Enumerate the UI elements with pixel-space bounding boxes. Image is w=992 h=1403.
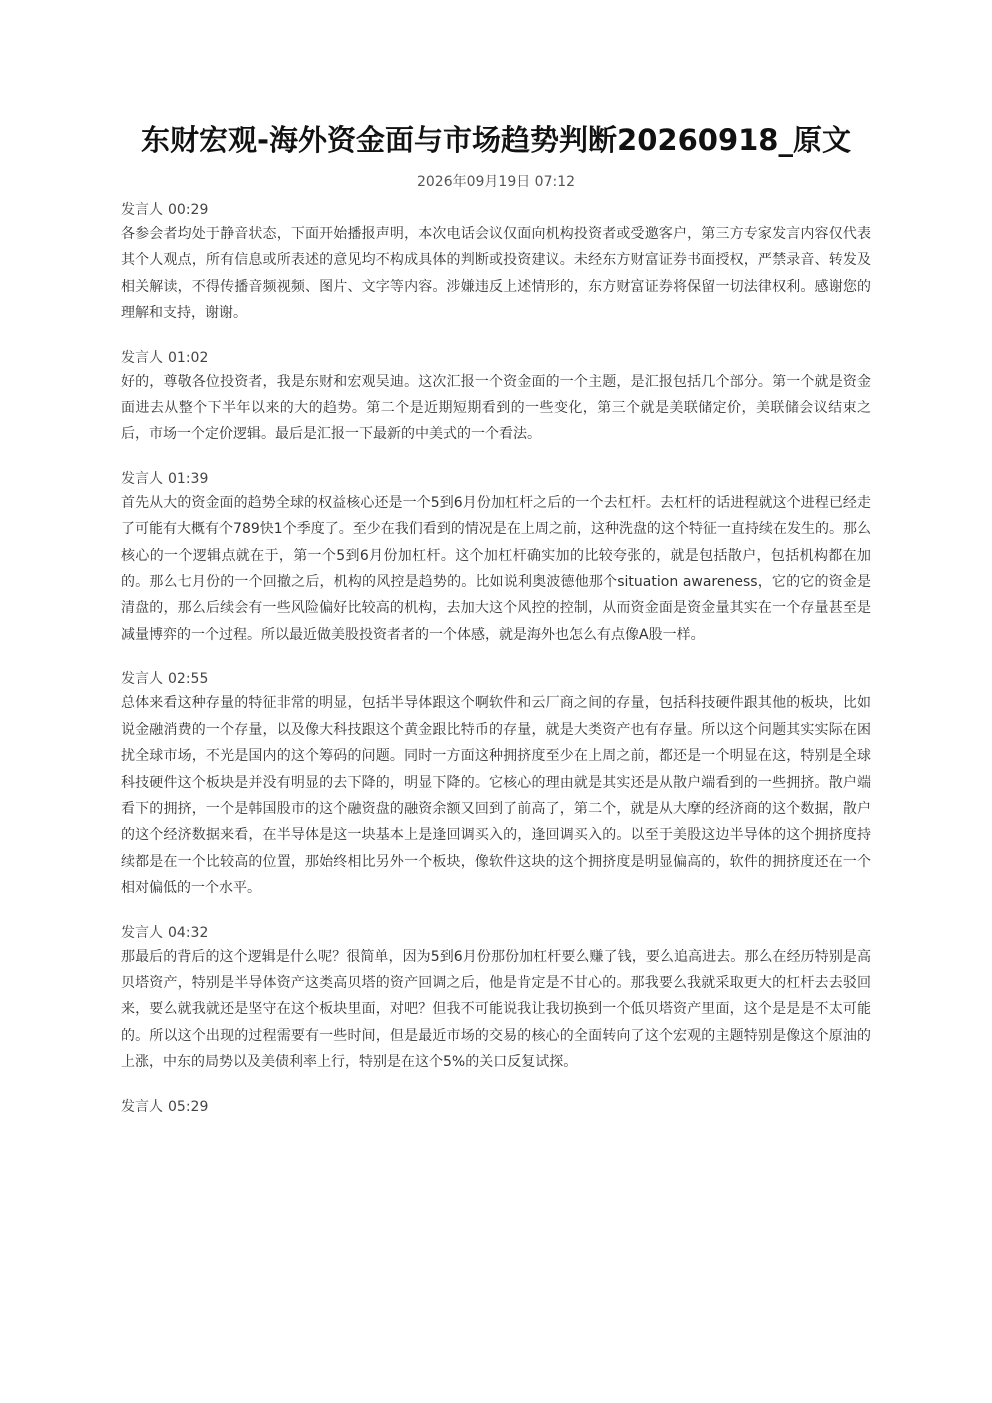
transcript-segment — [121, 468, 871, 648]
speaker-name: 发言人 — [121, 1098, 163, 1115]
timestamp: 05:29 — [168, 1098, 209, 1115]
timestamp: 01:39 — [168, 470, 209, 487]
document-date: 2026年09月19日 07:12 — [416, 174, 576, 190]
timestamp: 04:32 — [168, 924, 209, 941]
speaker-name: 发言人 — [121, 349, 163, 366]
segment-text: 好的，尊敬各位投资者，我是东财和宏观吴迪。这次汇报一个资金面的一个主题，是汇报包括几个部分。第一个就是资金面进去从整个下半年以来的大的趋势。第二个是近期短期看到的一些变化，第三个就是美联储定价，美联储会议结束之后，市场一个定价逻辑。最后是汇报一下最新的中美式的一个看法。 — [121, 373, 871, 443]
document-title: 东财宏观-海外资金面与市场趋势判断20260918_原文 — [141, 123, 851, 157]
segment-text: 首先从大的资金面的趋势全球的权益核心还是一个5到6月份加杠杆之后的一个去杠杆。去杠杆的话进程就这个进程已经走了可能有大概有个789快1个季度了。至少在我们看到的情况是在上周之前，这种洗盘的这个特征一直持续在发生的。那么核心的一个逻辑点就在于，第一个5到6月份加杠杆。这个加杠杆确实加的比较夸张的，就是包括散户，包括机构都在加的。那么七月份的一个回撤之后，机构的风控是趋势的。比如说利奥波德他那个situation awareness，它的它的资金是清盘的，那么后续会有一些风险偏好比较高的机构，去加大这个风控的控制，从而资金面是资金量其实在一个存量甚至是减量博弈的一个过程。所以最近做美股投资者者的一个体感，就是海外也怎么有点像A股一样。 — [121, 494, 871, 643]
transcript-segment — [121, 922, 871, 1076]
transcript-segment — [121, 347, 871, 448]
speaker-name: 发言人 — [121, 671, 163, 688]
speaker-line — [121, 199, 871, 221]
speaker-line — [121, 1096, 871, 1118]
speaker-name: 发言人 — [121, 202, 163, 218]
speaker-line — [121, 347, 871, 369]
segment-text: 总体来看这种存量的特征非常的明显，包括半导体跟这个啊软件和云厂商之间的存量，包括科技硬件跟其他的板块，比如说金融消费的一个存量，以及像大科技跟这个黄金跟比特币的存量，就是大类资产也有存量。所以这个问题其实实际在困扰全球市场，不光是国内的这个筹码的问题。同时一方面这种拥挤度至少在上周之前，都还是一个明显在这，特别是全球科技硬件这个板块是并没有明显的去下降的，明显下降的。它核心的理由就是其实还是从散户端看到的一些拥挤。散户端看下的拥挤，一个是韩国股市的这个融资盘的融资余额又回到了前高了，第二个，就是从大摩的经济商的这个数据，散户的这个经济数据来看，在半导体是这一块基本上是逢回调买入的，逢回调买入的。以至于美股这边半导体的这个拥挤度持续都是在一个比较高的位置，那始终相比另外一个板块，像软件这块的这个拥挤度是明显偏高的，软件的拥挤度还在一个相对偏低的一个水平。 — [121, 695, 871, 897]
segment-text: 各参会者均处于静音状态，下面开始播报声明，本次电话会议仅面向机构投资者或受邀客户，第三方专家发言内容仅代表其个人观点，所有信息或所表述的意见均不构成具体的判断或投资建议。未经东方财富证券书面授权，严禁录音、转发及相关解读，不得传播音频视频、图片、文字等内容。涉嫌违反上述情形的，东方财富证券将保留一切法律权利。感谢您的理解和支持，谢谢。 — [121, 226, 871, 322]
speaker-name: 发言人 — [121, 470, 163, 487]
transcript-segment — [121, 1096, 871, 1118]
timestamp: 01:02 — [168, 349, 209, 366]
speaker-line — [121, 922, 871, 944]
timestamp: 00:29 — [168, 202, 209, 218]
segment-text: 那最后的背后的这个逻辑是什么呢？很简单，因为5到6月份那份加杠杆要么赚了钱，要么追高进去。那么在经历特别是高贝塔资产，特别是半导体资产这类高贝塔的资产回调之后，他是肯定是不甘心的。那我要么我就采取更大的杠杆去去驳回来，要么就我就还是坚守在这个板块里面，对吧？但我不可能说我让我切换到一个低贝塔资产里面，这个是是是不太可能的。所以这个出现的过程需要有一些时间，但是最近市场的交易的核心的全面转向了这个宏观的主题特别是像这个原油的上涨，中东的局势以及美债利率上行，特别是在这个5%的关口反复试探。 — [121, 948, 871, 1071]
timestamp: 02:55 — [168, 671, 209, 688]
speaker-line — [121, 668, 871, 690]
transcript-body — [121, 199, 871, 1138]
speaker-name: 发言人 — [121, 924, 163, 941]
speaker-line — [121, 468, 871, 490]
transcript-segment — [121, 199, 871, 327]
transcript-segment — [121, 668, 871, 901]
